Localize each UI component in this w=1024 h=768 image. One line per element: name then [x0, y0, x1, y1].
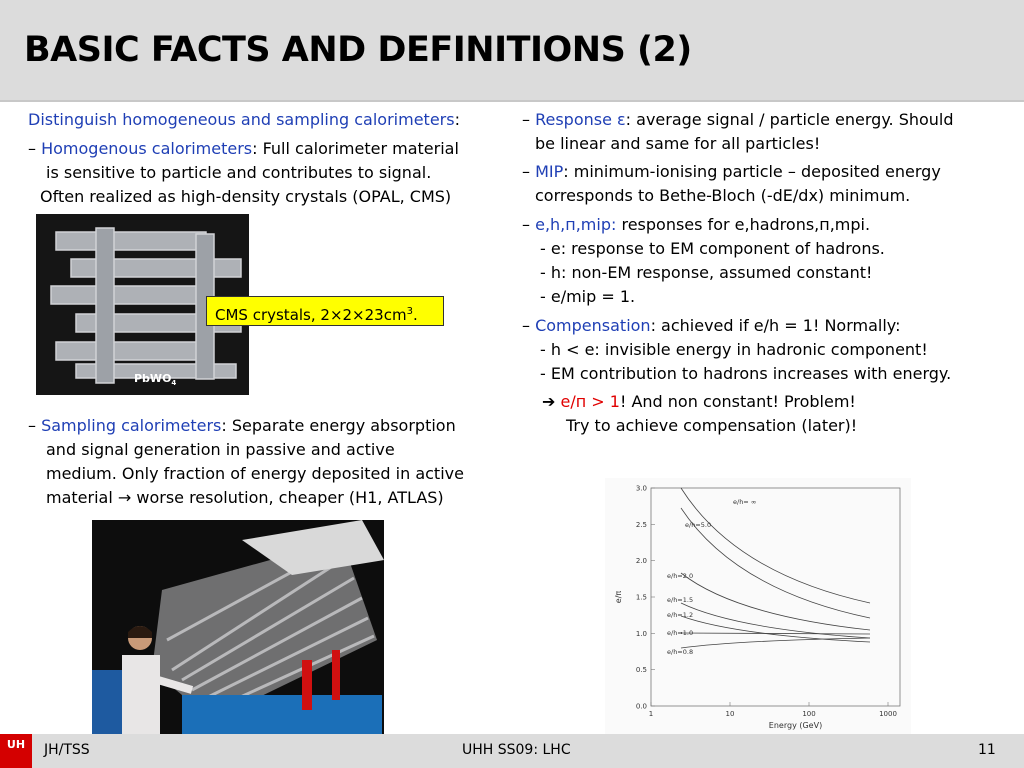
cms-callout — [206, 296, 444, 326]
homog-line-1 — [28, 137, 459, 161]
homog-term: Homogenous calorimeters — [41, 139, 253, 158]
x-tick-label: 1 — [648, 710, 654, 718]
curve-line — [681, 488, 870, 603]
ehp-term: e,h,п,mip: — [535, 215, 617, 234]
y-tick-label: 1.5 — [635, 593, 647, 602]
comp-sub-2: - EM contribution to hadrons increases with energy. — [540, 364, 952, 383]
epi-plot — [605, 478, 911, 740]
curve-label: e/h=1.0 — [667, 629, 694, 637]
x-tick-label: 100 — [802, 710, 816, 718]
y-tick-label: 0.5 — [635, 666, 647, 675]
sampling-text-1: : Separate energy absorption — [221, 416, 456, 435]
ehp-sub-2: - h: non-EM response, assumed constant! — [540, 263, 873, 282]
y-axis-label: e/π — [614, 590, 623, 604]
y-tick-label: 0.0 — [635, 702, 647, 711]
bullet-dash: – — [522, 110, 530, 129]
uhh-logo: UH — [0, 734, 32, 768]
ratio-line-1 — [542, 390, 856, 414]
sampling-line-2: and signal generation in passive and active — [46, 440, 395, 459]
bullet-dash: – — [28, 139, 36, 158]
mip-line-2: corresponds to Bethe-Bloch (-dE/dx) minimum. — [535, 186, 911, 205]
ehp-line-1 — [522, 213, 870, 237]
curve-label: e/h=1.5 — [667, 596, 694, 604]
curve-label: e/h= ∞ — [733, 498, 757, 506]
comp-text-1: : achieved if e/h = 1! Normally: — [650, 316, 901, 335]
homog-text-1: : Full calorimeter material — [252, 139, 459, 158]
curve-label: e/h=5.0 — [685, 521, 712, 529]
bullet-dash: – — [28, 416, 36, 435]
callout-text: CMS crystals, 2×2×23cm — [215, 306, 407, 324]
mip-term: MIP — [535, 162, 564, 181]
ehp-sub-3: - e/mip = 1. — [540, 287, 636, 306]
curve-line — [681, 573, 870, 630]
bullet-dash: – — [522, 215, 530, 234]
ratio-text: ! And non constant! Problem! — [619, 392, 856, 411]
ratio-red: e/п > 1 — [560, 392, 620, 411]
intro-colon: : — [454, 110, 460, 129]
curve-line — [681, 616, 870, 642]
arrow-icon: ➔ — [542, 392, 556, 411]
comp-line-1 — [522, 314, 900, 338]
sampling-line-4: material → worse resolution, cheaper (H1, ATLAS) — [46, 488, 444, 507]
callout-end: . — [412, 306, 418, 324]
comp-term: Compensation — [535, 316, 651, 335]
homog-line-2: is sensitive to particle and contributes to signal. — [46, 163, 432, 182]
response-term: Response ε — [535, 110, 626, 129]
footer-course: UHH SS09: LHC — [462, 742, 571, 758]
y-tick-label: 2.5 — [635, 520, 647, 529]
bullet-dash: – — [522, 316, 530, 335]
curve-label: e/h=0.8 — [667, 648, 694, 656]
ehp-text-1: responses for e,hadrons,п,mpi. — [616, 215, 871, 234]
sampling-line-3: medium. Only fraction of energy deposited in active — [46, 464, 464, 483]
response-line-1 — [522, 108, 954, 132]
response-text-1: : average signal / particle energy. Should — [625, 110, 954, 129]
footer-author: JH/TSS — [44, 742, 90, 758]
ehp-sub-1: - e: response to EM component of hadrons. — [540, 239, 885, 258]
curve-label: e/h=1.2 — [667, 611, 694, 619]
y-tick-label: 3.0 — [635, 484, 647, 493]
epi-plot-svg — [605, 478, 911, 740]
mip-line-1 — [522, 160, 941, 184]
x-tick-label: 10 — [725, 710, 735, 718]
slide-title: BASIC FACTS AND DEFINITIONS (2) — [24, 30, 692, 70]
ratio-line-2: Try to achieve compensation (later)! — [566, 416, 858, 435]
bullet-dash: – — [522, 162, 530, 181]
y-tick-label: 2.0 — [635, 557, 647, 566]
response-line-2: be linear and same for all particles! — [535, 134, 821, 153]
curve-line — [681, 638, 870, 648]
curve-line — [681, 633, 870, 634]
sampling-term: Sampling calorimeters — [41, 416, 222, 435]
title-divider — [0, 100, 1024, 102]
intro-text: Distinguish homogeneous and sampling calorimeters — [28, 110, 455, 129]
callout-sup: 3 — [406, 306, 413, 317]
x-axis-label: Energy (GeV) — [768, 721, 823, 730]
crystal-label: PbWO$_4$ — [134, 372, 177, 387]
y-tick-label: 1.0 — [635, 629, 647, 638]
x-tick-label: 1000 — [879, 710, 897, 718]
intro-line — [28, 108, 460, 132]
calorimeter-image — [92, 520, 384, 734]
mip-text-1: : minimum-ionising particle – deposited energy — [563, 162, 941, 181]
sampling-line-1 — [28, 414, 456, 438]
comp-sub-1: - h < e: invisible energy in hadronic component! — [540, 340, 928, 359]
calorimeter-photo — [92, 520, 384, 734]
curve-label: e/h=2.0 — [667, 572, 694, 580]
homog-line-3: Often realized as high-density crystals (OPAL, CMS) — [40, 187, 452, 206]
footer-page: 11 — [978, 742, 996, 758]
